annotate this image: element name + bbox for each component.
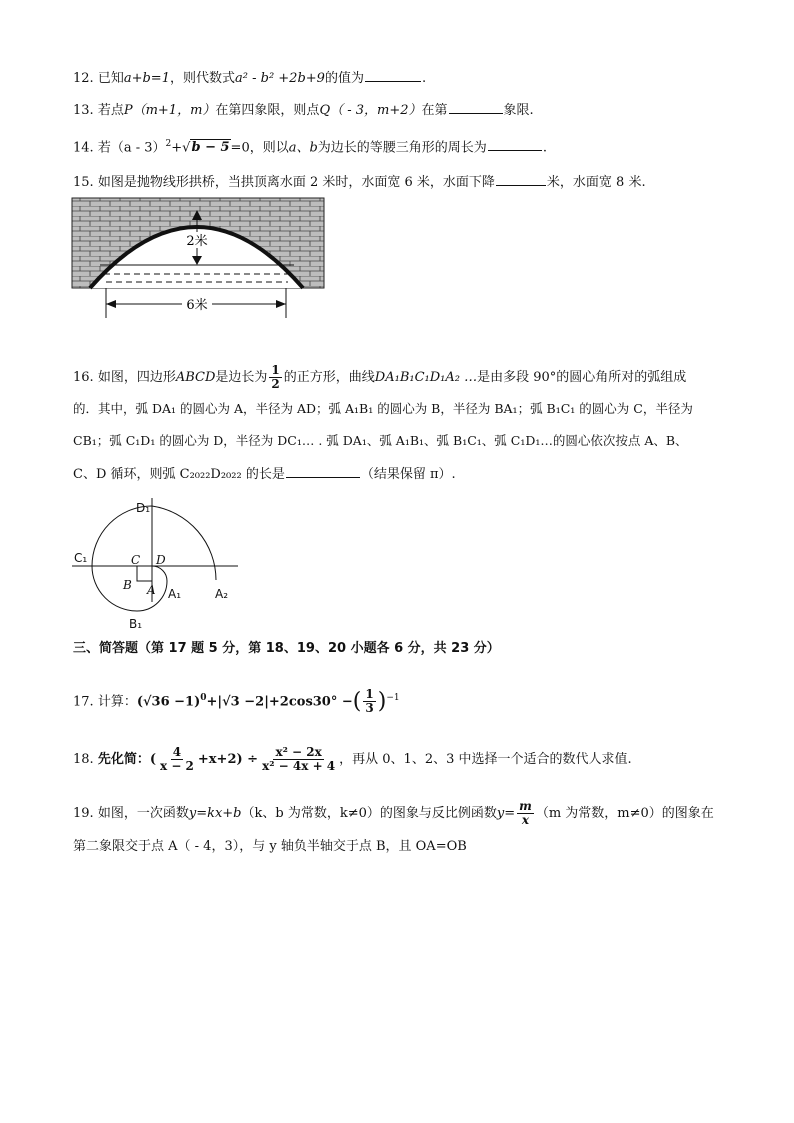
question-18: 18. 先化简：( $\frac{4}{x - 2}$ +x+2) ÷ $\frac{\text{x² − 2x}}{\text{x² − 4x + 4}}$ ，再从 0、1、2、3 中选择一个适合的数代人求值.: [73, 745, 632, 773]
section-3-heading: 三、简答题（第 17 题 5 分，第 18、19、20 小题各 6 分，共 23 分）: [73, 641, 500, 656]
question-15: 15. 如图是抛物线形拱桥，当拱顶离水面 2 米时，水面宽 6 米，水面下降 米，水面宽 8 米.: [73, 172, 646, 192]
arc-c1d1: [92, 506, 152, 566]
question-19-line-1: 19. 如图，一次函数y=kx+b（k、b 为常数，k≠0）的图象与反比例函数y= $\frac{m}{x}$ （m 为常数，m≠0）的图象在: [73, 799, 714, 827]
question-16-line-1: 16. 如图，四边形ABCD是边长为 $\frac{1}{2}$ 的正方形，曲线DA₁B₁C₁D₁A₂ …是由多段 90°的圆心角所对的弧组成: [73, 363, 687, 391]
label-a: A: [147, 583, 156, 597]
arrow-head-right: [276, 300, 286, 308]
bridge-figure: [70, 196, 326, 320]
question-17: 17. 计算：$(√36 -1)^0+|√3 -2|+2\cos 30^\circ$ −( $\frac{1}{3}$ )$^{-1}$: [73, 687, 400, 716]
fraction-4-over-x-minus-2: $\frac{4}{x - 2}$: [159, 745, 194, 773]
question-14: 14. 若（a - 3）$^2$+√b − 5=0，则以a、b为边长的等腰三角形的周长为 .: [73, 139, 547, 156]
answer-blank[interactable]: [365, 68, 421, 82]
question-19-line-2: 第二象限交于点 A（ - 4，3），与 y 轴负半轴交于点 B，且 OA=OB: [73, 839, 467, 854]
question-16-line-4: C、D 循环，则弧 C₂₀₂₂D₂₀₂₂ 的长是 （结果保留 π）.: [73, 464, 456, 484]
question-13: 13. 若点P（m+1，m）在第四象限，则点Q（ - 3，m+2）在第 象限.: [73, 100, 534, 120]
fraction-one-third: $\frac{1}{3}$: [365, 687, 374, 716]
spiral-figure: [70, 494, 242, 634]
question-16-line-2: 的．其中，弧 DA₁ 的圆心为 A，半径为 AD；弧 A₁B₁ 的圆心为 B，半径为 BA₁；弧 B₁C₁ 的圆心为 C，半径为: [73, 401, 693, 416]
question-12: 12. 已知a+b=1，则代数式a² - b² +2b+9的值为 .: [73, 68, 426, 88]
label-c: C: [131, 553, 141, 567]
fraction-rational-expression: $\frac{\text{x² − 2x}}{\text{x² − 4x + 4}}$: [262, 745, 336, 773]
fraction-one-half: $\frac{1}{2}$: [271, 363, 280, 391]
label-a1: A₁: [168, 587, 182, 601]
answer-blank[interactable]: [286, 464, 360, 478]
question-16-line-3: CB₁；弧 C₁D₁ 的圆心为 D，半径为 DC₁… . 弧 DA₁、弧 A₁B₁、弧 B₁C₁、弧 C₁D₁…的圆心依次按点 A、B、: [73, 433, 688, 448]
label-c1: C₁: [74, 551, 88, 565]
arrow-head-left: [106, 300, 116, 308]
arc-da1: [152, 566, 167, 581]
label-d: D: [156, 553, 166, 567]
answer-blank[interactable]: [496, 172, 546, 186]
label-d1: D₁: [136, 501, 151, 515]
height-label: 2米: [186, 234, 208, 249]
fraction-m-over-x: $\frac{m}{x}$: [519, 799, 532, 827]
answer-blank[interactable]: [449, 100, 503, 114]
width-label: 6米: [186, 298, 208, 313]
square-abcd: [137, 566, 152, 581]
answer-blank[interactable]: [488, 137, 542, 151]
label-b1: B₁: [129, 617, 143, 631]
label-a2: A₂: [215, 587, 229, 601]
label-b: B: [123, 578, 132, 592]
